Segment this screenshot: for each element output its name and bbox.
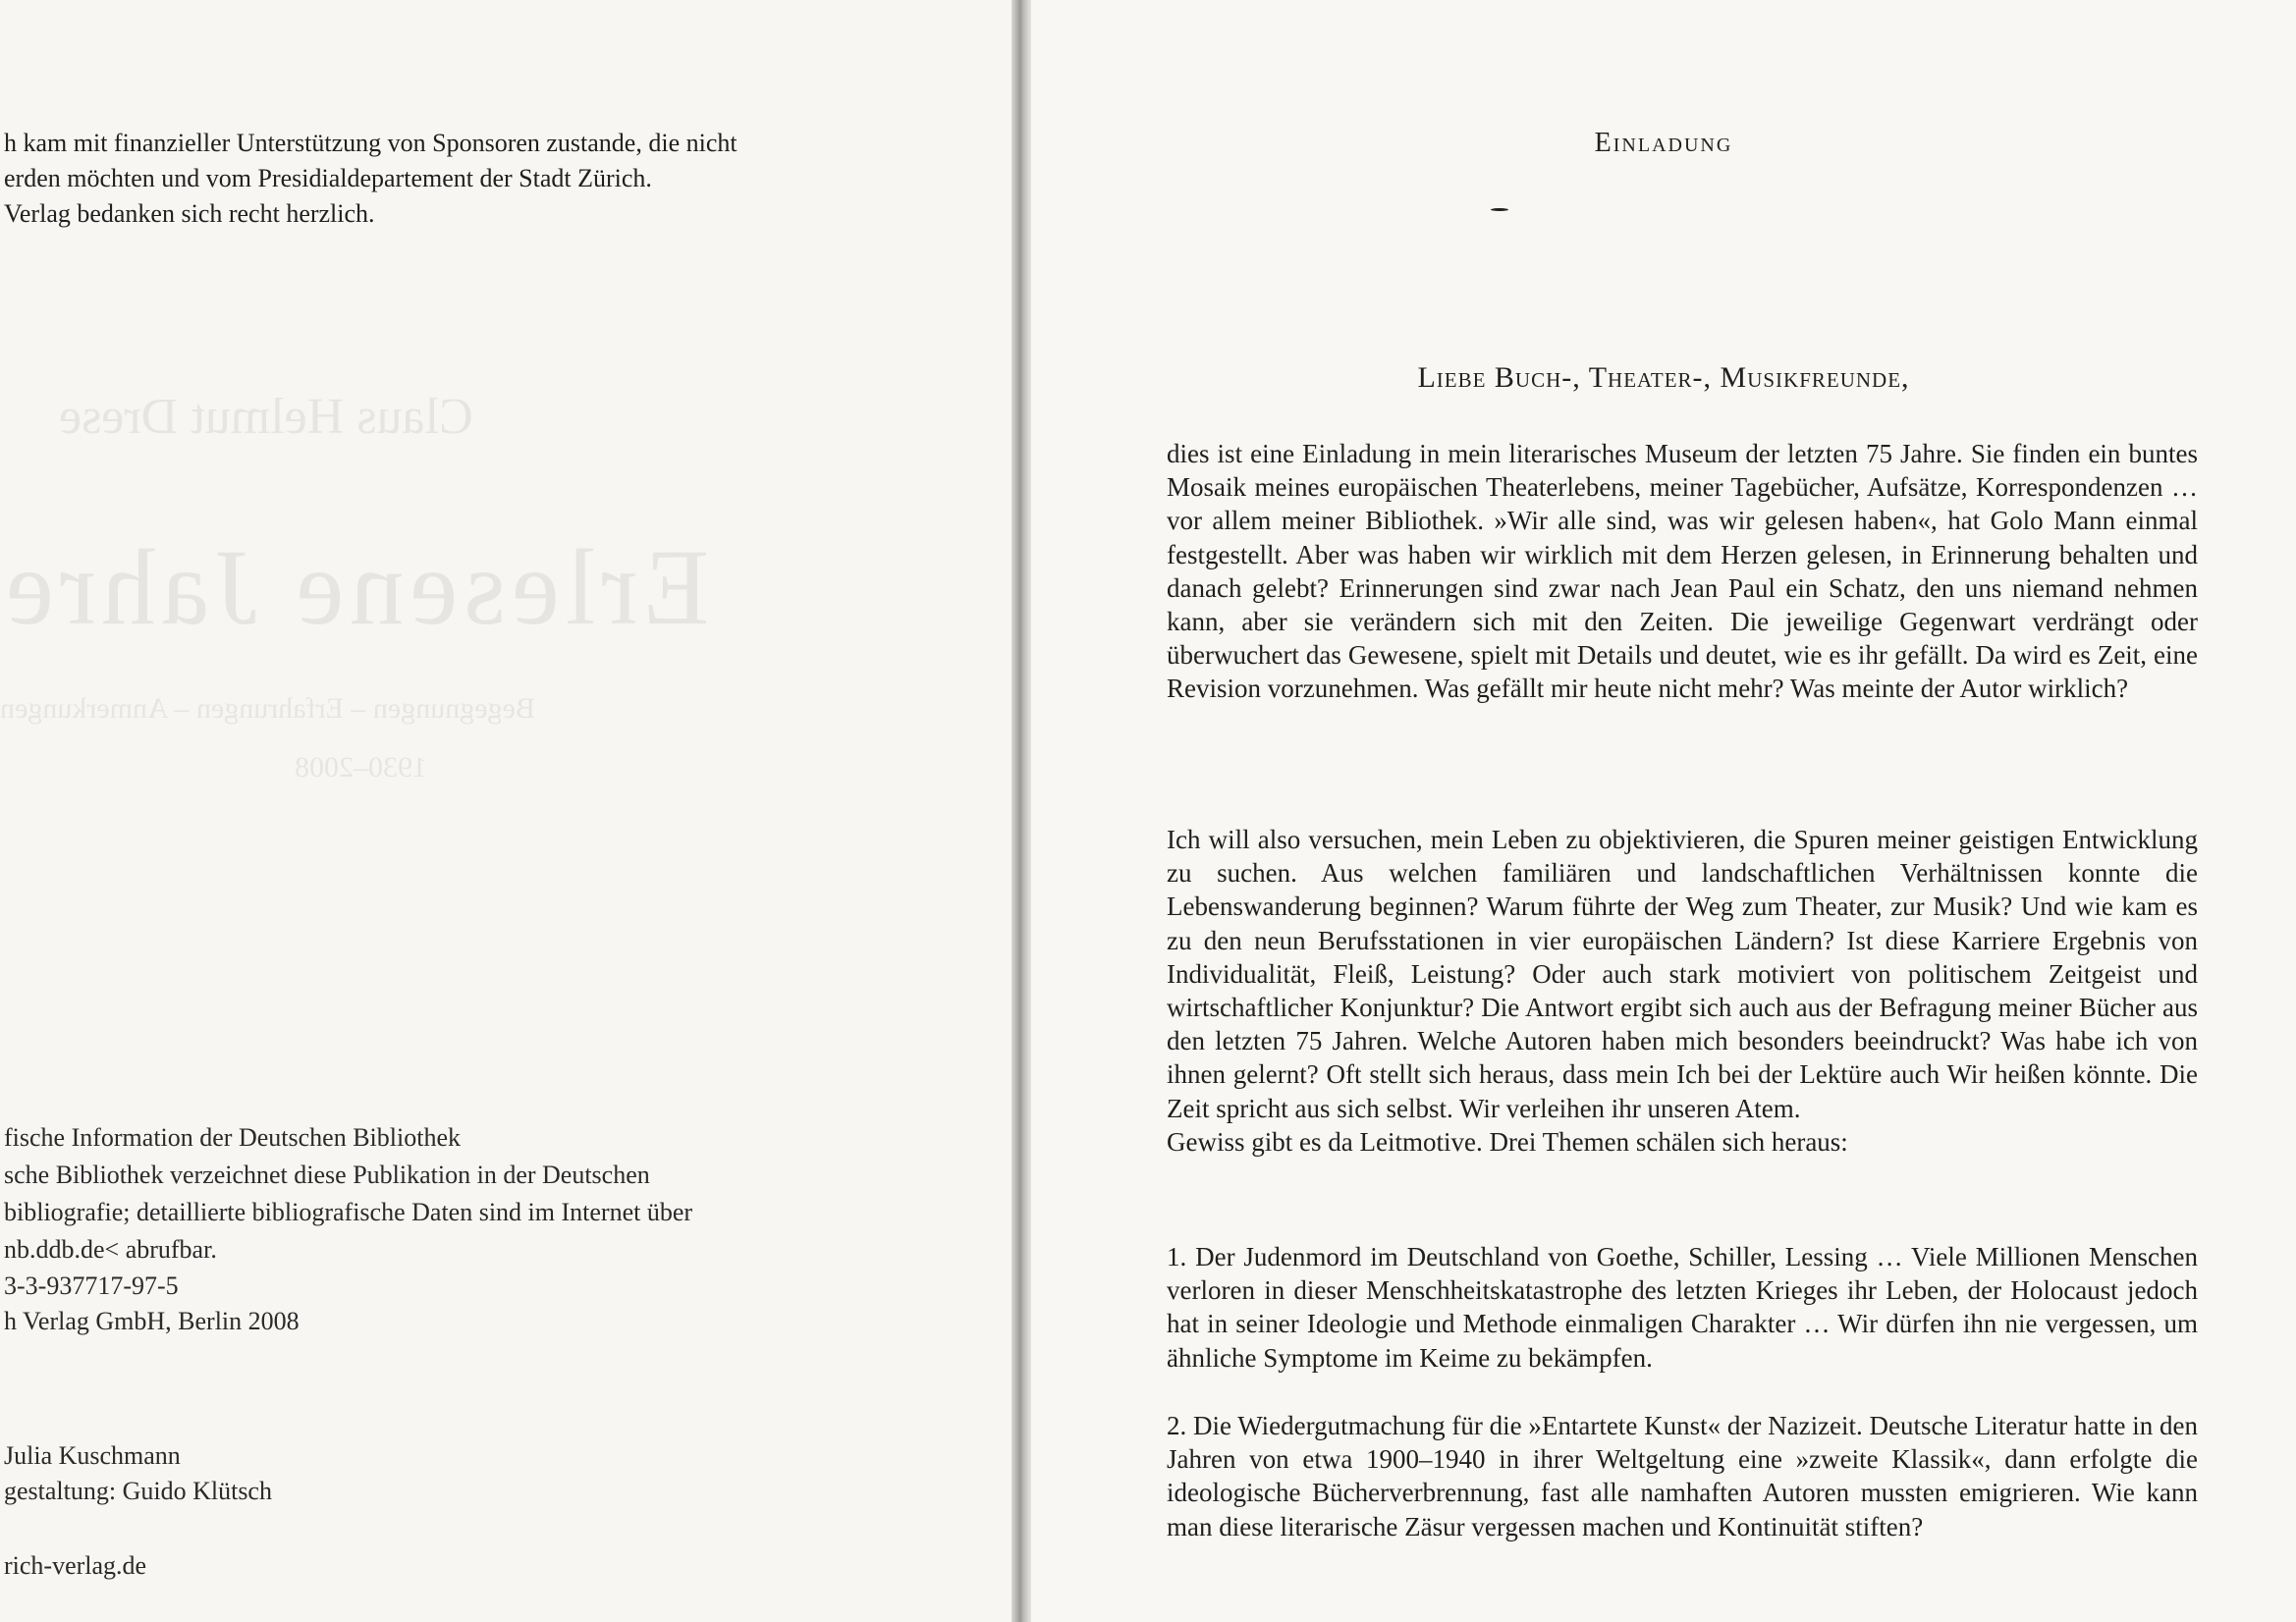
publisher-line: h Verlag GmbH, Berlin 2008 (4, 1307, 300, 1335)
ink-speck (1491, 208, 1508, 211)
cip-line-1: fische Information der Deutschen Bibliothek (4, 1123, 461, 1152)
paragraph-1-text: dies ist eine Einladung in mein literarisches Museum der letzten 75 Jahre. Sie finden ein buntes Mosaik meines europäischen Theaterlebens, meiner Tagebücher, Aufsätze, Korrespondenzen … vor allem meiner Bibliothek. »Wir alle sind, was wir gelesen haben«, hat Golo Mann einmal festgestellt. Aber was haben wir wirklich mit dem Herzen gelesen, in Erinnerung behalten und danach gelebt? Erinnerungen sind zwar nach Jean Paul ein Schatz, den uns niemand nehmen kann, aber sie verändern sich mit den Zeiten. Die jeweilige Gegenwart verdrängt oder überwuchert das Gewesene, spielt mit Details und deutet, wie es ihr gefällt. Da wird es Zeit, eine Revision vorzunehmen. Was gefällt mir heute nicht mehr? Was meinte der Autor wirklich? (1167, 439, 2198, 704)
show-through-author: Claus Helmut Drese (59, 389, 473, 445)
paragraph-2 (1167, 823, 2198, 1159)
paragraph-1 (1167, 437, 2198, 706)
theme-item-2-text: 2. Die Wiedergutmachung für die »Entartete Kunst« der Nazizeit. Deutsche Literatur hatte in den Jahren von etwa 1900–1940 in ihrer Weltgeltung eine »zweite Klassik«, dann erfolgte die ideologische Bücherverbrennung, fast alle namhaften Autoren mussten emigrieren. Wie kann man diese literarische Zäsur vergessen machen und Kontinuität stiften? (1167, 1411, 2198, 1541)
credits-block (4, 1438, 272, 1509)
website-url: rich-verlag.de (4, 1551, 147, 1580)
cip-line-2: sche Bibliothek verzeichnet diese Publikation in der Deutschen (4, 1161, 650, 1189)
cip-line-4: nb.ddb.de< abrufbar. (4, 1235, 217, 1264)
credit-line-1: Julia Kuschmann (4, 1441, 181, 1470)
sponsor-line-2: erden möchten und vom Presidialdepartement der Stadt Zürich. (4, 164, 652, 192)
theme-item-2 (1167, 1409, 2198, 1543)
cip-line-3: bibliografie; detaillierte bibliografische Daten sind im Internet über (4, 1198, 693, 1226)
book-gutter (1011, 0, 1031, 1622)
isbn-block (4, 1269, 300, 1339)
theme-item-1-text: 1. Der Judenmord im Deutschland von Goethe, Schiller, Lessing … Viele Millionen Menschen verloren in dieser Menschheitskatastrophe des letzten Krieges ihr Leben, der Holocaust jedoch hat in seiner Ideologie und Methode einmaligen Charakter … Wir dürfen ihn nie vergessen, um ähnliche Symptome im Keime zu bekämpfen. (1167, 1242, 2198, 1373)
paragraph-2-last-line: Gewiss gibt es da Leitmotive. Drei Themen schälen sich heraus: (1167, 1126, 1848, 1157)
sponsor-note (4, 126, 738, 232)
greeting: Liebe Buch-, Theater-, Musikfreunde, (1417, 361, 1910, 394)
page-heading: Einladung (1594, 128, 1733, 158)
isbn-line: 3-3-937717-97-5 (4, 1271, 179, 1300)
show-through-subtitle-2: 1930–2008 (295, 751, 427, 784)
right-page (1031, 0, 2296, 1622)
theme-item-1 (1167, 1240, 2198, 1375)
credit-line-2: gestaltung: Guido Klütsch (4, 1477, 272, 1505)
show-through-title: Erlesene Jahre (0, 527, 710, 647)
website (4, 1548, 146, 1584)
sponsor-line-1: h kam mit finanzieller Unterstützung von Sponsoren zustande, die nicht (4, 129, 738, 157)
bibliographic-info (4, 1119, 692, 1269)
sponsor-line-3: Verlag bedanken sich recht herzlich. (4, 199, 375, 228)
paragraph-2-text: Ich will also versuchen, mein Leben zu objektivieren, die Spuren meiner geistigen Entwicklung zu suchen. Aus welchen familiären und landschaftlichen Verhältnissen konnte die Lebenswanderung beginnen? Warum führte der Weg zum Theater, zur Musik? Und wie kam es zu den neun Berufsstationen in vier europäischen Ländern? Ist diese Karriere Ergebnis von Individualität, Fleiß, Leistung? Oder auch stark motiviert von politischem Zeitgeist und wirtschaftlicher Konjunktur? Die Antwort ergibt sich auch aus der Befragung meiner Bücher aus den letzten 75 Jahren. Welche Autoren haben mich besonders beeindruckt? Was habe ich von ihnen gelernt? Oft stellt sich heraus, dass mein Ich bei der Lektüre auch Wir heißen könnte. Die Zeit spricht aus sich selbst. Wir verleihen ihr unseren Atem. (1167, 825, 2198, 1123)
show-through-subtitle: Begegnungen – Erfahrungen – Anmerkungen (0, 692, 535, 725)
left-page (0, 0, 1011, 1622)
